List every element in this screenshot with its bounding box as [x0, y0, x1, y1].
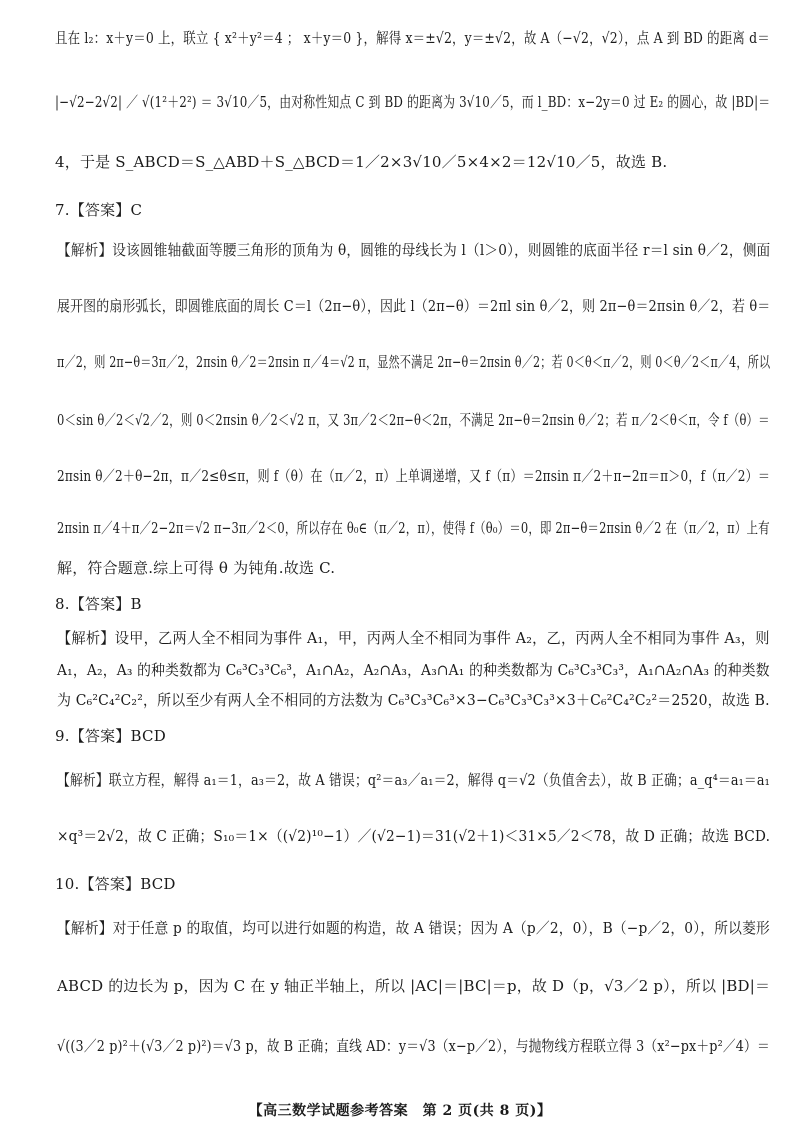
- text-line-8: 0＜sin θ／2＜√2／2，则 0＜2πsin θ／2＜√2 π，又 3π／2＜2π−θ＜2π，不满足 2π−θ＝2πsin θ／2；若 π／2＜θ＜π，令 f（θ）＝: [57, 411, 770, 429]
- text-line-11: 解，符合题意.综上可得 θ 为钝角.故选 C.: [57, 559, 336, 577]
- text-line-5: 【解析】设该圆锥轴截面等腰三角形的顶角为 θ，圆锥的母线长为 l（l＞0），则圆锥的底面半径 r＝l sin θ／2，侧面: [57, 241, 771, 259]
- text-line-14: A₁，A₂，A₃ 的种类数都为 C₆³C₃³C₆³，A₁∩A₂，A₂∩A₃，A₃∩A₁ 的种类数都为 C₆³C₃³C₃³，A₁∩A₂∩A₃ 的种类数: [57, 661, 770, 679]
- text-line-6: 展开图的扇形弧长，即圆锥底面的周长 C＝l（2π−θ），因此 l（2π−θ）＝2πl sin θ／2，则 2π−θ＝2πsin θ／2，若 θ＝: [57, 297, 771, 315]
- answer-heading-10: 10.【答案】BCD: [55, 875, 176, 893]
- text-line-13: 【解析】设甲，乙两人全不相同为事件 A₁，甲，丙两人全不相同为事件 A₂，乙，丙两人全不相同为事件 A₃，则: [57, 629, 770, 647]
- text-line-20: 【解析】对于任意 p 的取值，均可以进行如题的构造，故 A 错误；因为 A（p／2，0），B（−p／2，0），所以菱形: [57, 919, 770, 937]
- text-line-2: |−√2−2√2| ／ √(1²＋2²) ＝ 3√10／5，由对称性知点 C 到 BD 的距离为 3√10／5，而 l_BD：x−2y＝0 过 E₂ 的圆心，故 |BD|＝: [55, 93, 771, 111]
- text-line-21: ABCD 的边长为 p，因为 C 在 y 轴正半轴上，所以 |AC|＝|BC|＝p，故 D（p，√3／2 p），所以 |BD|＝: [57, 977, 771, 995]
- text-line-18: ×q³＝2√2，故 C 正确；S₁₀＝1×（(√2)¹⁰−1）／(√2−1)＝31(√2＋1)＜31×5／2＜78，故 D 正确；故选 BCD.: [57, 827, 771, 845]
- text-line-22: √((3／2 p)²＋(√3／2 p)²)＝√3 p，故 B 正确；直线 AD：y＝√3（x−p／2），与抛物线方程联立得 3（x²−px＋p²／4）＝: [57, 1037, 770, 1055]
- text-line-17: 【解析】联立方程，解得 a₁＝1，a₃＝2，故 A 错误；q²＝a₃／a₁＝2，解得 q＝√2（负值舍去），故 B 正确；a_q⁴＝a₁＝a₁: [57, 771, 770, 789]
- text-line-10: 2πsin π／4＋π／2−2π＝√2 π−3π／2＜0，所以存在 θ₀∈（π／2，π），使得 f（θ₀）＝0，即 2π−θ＝2πsin θ／2 在（π／2，π）上有: [57, 519, 770, 537]
- text-line-3: 4，于是 S_ABCD＝S_△ABD＋S_△BCD＝1／2×3√10／5×4×2＝12√10／5，故选 B.: [55, 153, 668, 171]
- answer-heading-7: 7.【答案】C: [55, 201, 143, 219]
- answer-heading-9: 9.【答案】BCD: [55, 727, 166, 745]
- text-line-9: 2πsin θ／2＋θ−2π，π／2≤θ≤π，则 f（θ）在（π／2，π）上单调递增，又 f（π）＝2πsin π／2＋π−2π＝π＞0，f（π／2）＝: [57, 467, 771, 485]
- answer-heading-8: 8.【答案】B: [55, 595, 142, 613]
- text-line-1: 且在 l₂：x＋y＝0 上，联立 { x²＋y²＝4 ； x＋y＝0 }，解得 x＝±√2，y＝±√2，故 A（−√2，√2），点 A 到 BD 的距离 d＝: [55, 29, 770, 47]
- text-line-7: π／2，则 2π−θ＝3π／2，2πsin θ／2＝2πsin π／4＝√2 π，显然不满足 2π−θ＝2πsin θ／2；若 0＜θ＜π／2，则 0＜θ／2＜π／4，所以: [57, 353, 771, 371]
- page-footer: 【高三数学试题参考答案 第 2 页(共 8 页)】: [248, 1103, 552, 1119]
- text-line-15: 为 C₆²C₄²C₂²，所以至少有两人全不相同的方法数为 C₆³C₃³C₆³×3−C₆³C₃³C₃³×3＋C₆²C₄²C₂²＝2520，故选 B.: [57, 691, 770, 709]
